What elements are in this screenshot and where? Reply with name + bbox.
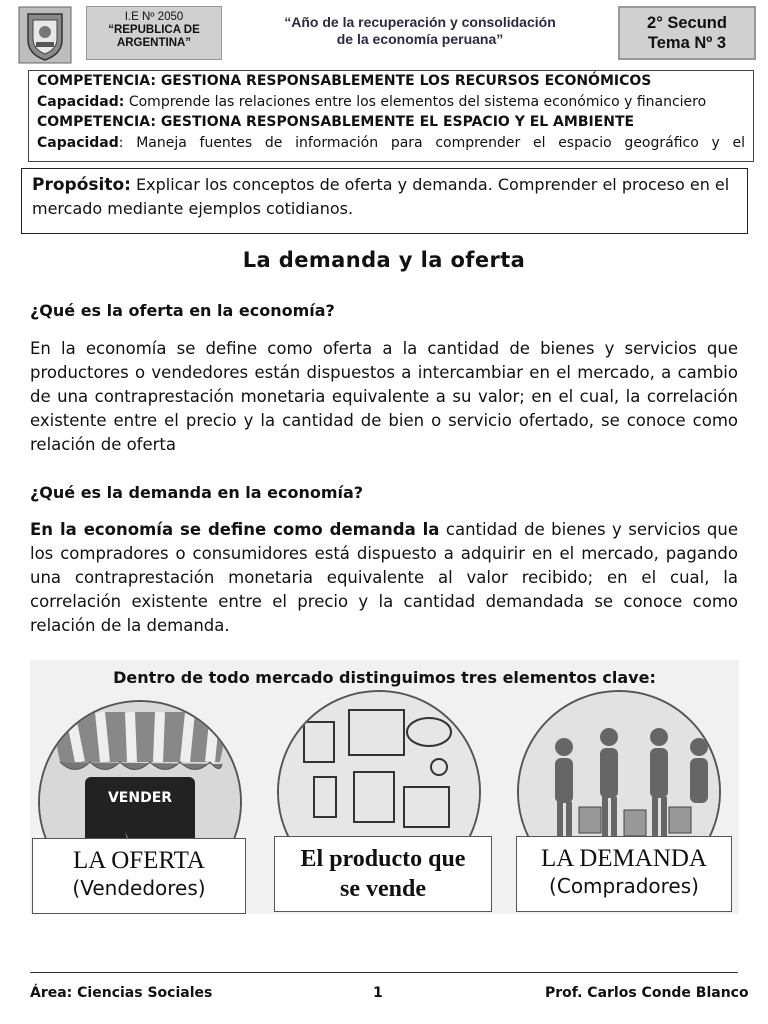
year-motto-line2: de la economía peruana” <box>336 31 504 47</box>
product-label-line1: El producto que <box>300 846 466 872</box>
school-crest <box>18 6 72 64</box>
paragraph-demand-lead: En la economía se define como demanda la <box>30 520 440 539</box>
demand-sublabel: (Compradores) <box>549 874 699 898</box>
footer-area: Área: Ciencias Sociales <box>30 985 213 1001</box>
demand-label-box <box>516 836 732 912</box>
grade-topic-box <box>618 6 756 60</box>
supply-label-box <box>32 838 246 914</box>
footer-teacher: Prof. Carlos Conde Blanco <box>545 985 749 1001</box>
year-motto <box>250 14 590 48</box>
footer-page-number: 1 <box>373 985 383 1001</box>
demand-label: LA DEMANDA <box>541 845 707 872</box>
school-name-line1: “REPUBLICA DE <box>108 24 200 36</box>
purpose-label: Propósito: <box>32 175 131 195</box>
purpose-text: Explicar los conceptos de oferta y demanda. Comprender el proceso en el mercado mediante ejemplos cotidianos. <box>32 175 730 218</box>
capacity-2: Capacidad: Maneja fuentes de información para comprender el espacio geográfico y el <box>37 134 745 151</box>
competency-1: COMPETENCIA: GESTIONA RESPONSABLEMENTE LOS RECURSOS ECONÓMICOS <box>37 73 652 89</box>
school-name-box <box>86 6 222 60</box>
grade-label: 2° Secund <box>647 14 727 32</box>
capacity-1: Capacidad: Comprende las relaciones entre los elementos del sistema económico y financiero <box>37 93 707 110</box>
question-demand: ¿Qué es la demanda en la economía? <box>30 483 364 502</box>
school-name-line2: ARGENTINA” <box>116 37 192 49</box>
market-elements-illustration <box>30 660 739 914</box>
question-supply: ¿Qué es la oferta en la economía? <box>30 301 335 320</box>
competency-2: COMPETENCIA: GESTIONA RESPONSABLEMENTE EL ESPACIO Y EL AMBIENTE <box>37 114 635 130</box>
paragraph-supply: En la economía se define como oferta a la cantidad de bienes y servicios que productores o vendedores están dispuestos a intercambiar en el mercado, a cambio de una contraprestación monetaria equivalente a su valor; en el cual, la correlación existente entre el precio y la cantidad de bien o servicio ofertado, se conoce como relación de oferta <box>30 339 738 454</box>
school-number: I.E Nº 2050 <box>124 11 184 23</box>
illustration-title: Dentro de todo mercado distinguimos tres elementos clave: <box>113 668 656 687</box>
footer-divider <box>30 972 738 973</box>
year-motto-line1: “Año de la recuperación y consolidación <box>284 14 556 30</box>
paragraph-demand: En la economía se define como demanda la cantidad de bienes y servicios que los compradores o consumidores está dispuesto a adquirir en el mercado, pagando una contraprestación monetaria equivalente al valor recibido; en el cual, la correlación existente entre el precio y la cantidad demandada se conoce como relación de la demanda. <box>30 520 739 635</box>
supply-sublabel: (Vendedores) <box>72 876 206 900</box>
product-label-line2: se vende <box>340 876 426 902</box>
topic-label: Tema Nº 3 <box>647 34 727 52</box>
competencies-box <box>28 70 754 162</box>
product-label-box <box>274 836 492 912</box>
purpose-box <box>21 168 748 234</box>
page-title: La demanda y la oferta <box>242 248 526 272</box>
shop-sign: VENDER <box>107 790 173 806</box>
supply-label: LA OFERTA <box>73 847 205 874</box>
